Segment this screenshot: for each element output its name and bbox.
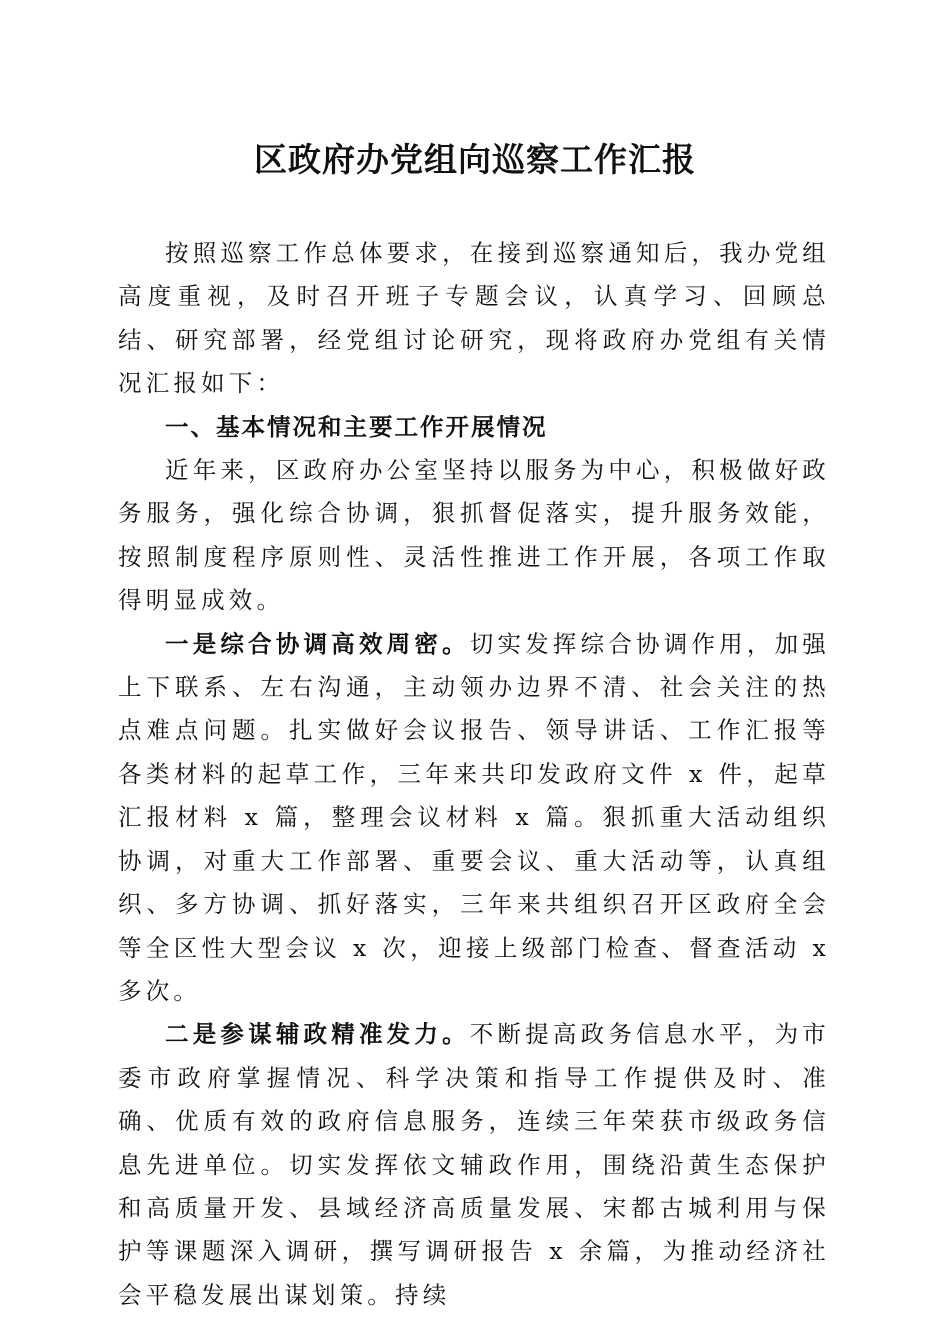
item2-lead: 二是参谋辅政精准发力。 bbox=[165, 1020, 470, 1049]
item1-text: 切实发挥综合协调作用，加强上下联系、左右沟通，主动领办边界不清、社会关注的热点难点问题。扎实做好会议报告、领导讲话、工作汇报等各类材料的起草工作，三年来共印发政府文件 x 件，起草汇报材料 x 篇，整理会议材料 x 篇。狠抓重大活动组织协调，对重大工作部署、重要会议、重大活动等，认真组织、多方协调、抓好落实，三年来共组织召开区政府全会等全区性大型会议 x 次，迎接上级部门检查、督查活动 x 多次。 bbox=[118, 629, 830, 1005]
section-heading: 一、基本情况和主要工作开展情况 bbox=[165, 412, 548, 441]
document-title: 区政府办党组向巡察工作汇报 bbox=[254, 140, 696, 179]
document-body bbox=[118, 232, 830, 1317]
section-intro-paragraph: 近年来，区政府办公室坚持以服务为中心，积极做好政务服务，强化综合协调，狠抓督促落实，提升服务效能，按照制度程序原则性、灵活性推进工作开展，各项工作取得明显成效。 bbox=[118, 456, 830, 615]
item1-lead: 一是综合协调高效周密。 bbox=[165, 629, 470, 658]
item2-paragraph bbox=[118, 1013, 830, 1317]
item2-text: 不断提高政务信息水平，为市委市政府掌握情况、科学决策和指导工作提供及时、准确、优质有效的政府信息服务，连续三年荣获市级政务信息先进单位。切实发挥依文辅政作用，围绕沿黄生态保护和高质量开发、县域经济高质量发展、宋都古城利用与保护等课题深入调研，撰写调研报告 x 余篇，为推动经济社会平稳发展出谋划策。持续 bbox=[118, 1020, 830, 1309]
item1-paragraph bbox=[118, 623, 830, 1014]
intro-paragraph: 按照巡察工作总体要求，在接到巡察通知后，我办党组高度重视，及时召开班子专题会议，认真学习、回顾总结、研究部署，经党组讨论研究，现将政府办党组有关情况汇报如下： bbox=[118, 239, 830, 398]
